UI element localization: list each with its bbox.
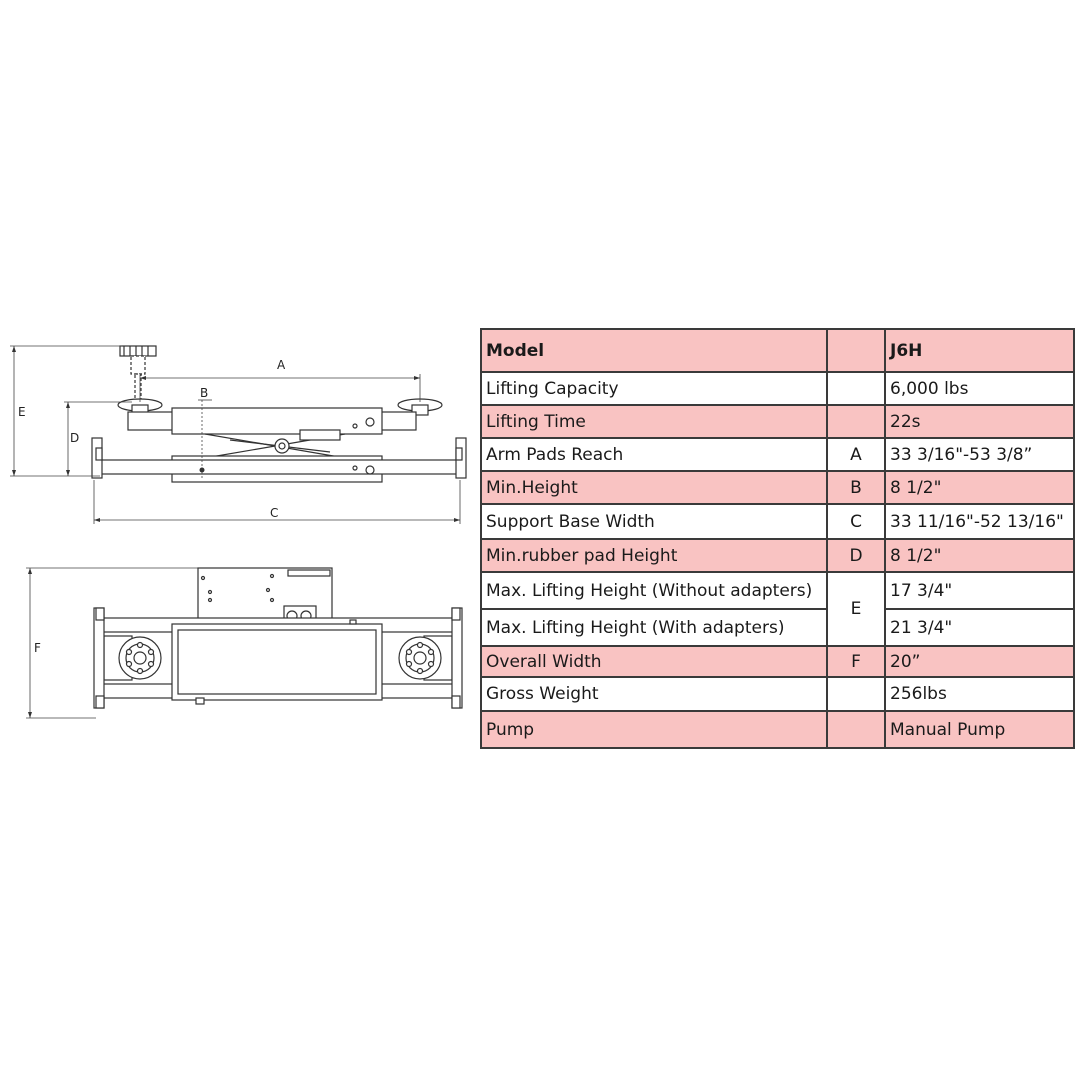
table-row <box>481 405 1074 438</box>
dimension-label-e: E <box>18 405 26 419</box>
row-value: 33 3/16"-53 3/8” <box>885 438 1074 471</box>
row-value: 21 3/4" <box>885 609 1074 646</box>
row-letter: E <box>827 572 885 646</box>
table-row <box>481 646 1074 677</box>
table-row <box>481 438 1074 471</box>
row-value: 33 11/16"-52 13/16" <box>885 504 1074 539</box>
row-letter: B <box>827 471 885 504</box>
row-value: 22s <box>885 405 1074 438</box>
top-view <box>94 568 462 708</box>
row-label: Max. Lifting Height (Without adapters) <box>481 572 827 609</box>
row-label: Max. Lifting Height (With adapters) <box>481 609 827 646</box>
row-letter: A <box>827 438 885 471</box>
dimension-label-b: B <box>200 386 209 400</box>
row-value: 256lbs <box>885 677 1074 711</box>
right-end-bracket <box>452 608 462 708</box>
row-label: Gross Weight <box>481 677 827 711</box>
left-pad-top-view <box>119 637 161 679</box>
row-letter <box>827 405 885 438</box>
table-row <box>481 539 1074 572</box>
table-row <box>481 609 1074 646</box>
table-row <box>481 471 1074 504</box>
table-header-row <box>481 329 1074 372</box>
row-label: Min.Height <box>481 471 827 504</box>
row-value: 20” <box>885 646 1074 677</box>
row-label: Lifting Capacity <box>481 372 827 405</box>
table-row <box>481 504 1074 539</box>
header-label: Model <box>481 329 827 372</box>
row-label: Arm Pads Reach <box>481 438 827 471</box>
dimension-label-c: C <box>270 506 279 520</box>
row-letter <box>827 711 885 748</box>
row-value: Manual Pump <box>885 711 1074 748</box>
right-pad-top-view <box>399 637 441 679</box>
row-letter: D <box>827 539 885 572</box>
row-value: 8 1/2" <box>885 539 1074 572</box>
row-letter: F <box>827 646 885 677</box>
adapter-post <box>120 346 156 400</box>
specification-table <box>480 328 1075 749</box>
row-label: Pump <box>481 711 827 748</box>
row-label: Overall Width <box>481 646 827 677</box>
table-row <box>481 711 1074 748</box>
row-letter: C <box>827 504 885 539</box>
dimension-label-f: F <box>34 641 41 655</box>
table-row <box>481 372 1074 405</box>
row-letter <box>827 372 885 405</box>
row-letter <box>827 677 885 711</box>
technical-drawing <box>0 0 478 760</box>
row-value: 6,000 lbs <box>885 372 1074 405</box>
support-base-rail <box>100 460 460 474</box>
header-value: J6H <box>885 329 1074 372</box>
left-end-bracket <box>94 608 104 708</box>
row-label: Support Base Width <box>481 504 827 539</box>
header-letter <box>827 329 885 372</box>
table-row <box>481 677 1074 711</box>
dimension-label-a: A <box>277 358 286 372</box>
row-label: Min.rubber pad Height <box>481 539 827 572</box>
row-value: 17 3/4" <box>885 572 1074 609</box>
table-row <box>481 572 1074 609</box>
dimension-label-d: D <box>70 431 80 445</box>
row-value: 8 1/2" <box>885 471 1074 504</box>
row-label: Lifting Time <box>481 405 827 438</box>
upper-frame <box>172 408 382 434</box>
